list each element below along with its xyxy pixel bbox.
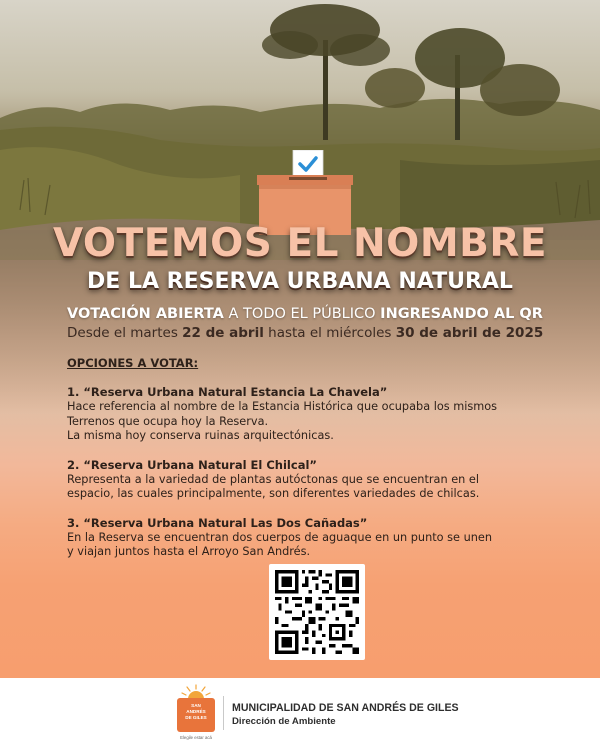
logo-tagline: Elegile estar acá bbox=[180, 735, 212, 740]
option-2-desc-line-2: espacio, las cuales principalmente, son diferentes variedades de chilcas. bbox=[67, 487, 480, 500]
qr-code[interactable] bbox=[269, 564, 365, 660]
vote-open-bold: VOTACIÓN ABIERTA bbox=[67, 306, 224, 322]
footer bbox=[0, 678, 600, 750]
date-middle: hasta el miércoles bbox=[263, 325, 396, 341]
logo-text-2: ANDRÉS bbox=[186, 709, 206, 714]
option-2 bbox=[67, 458, 557, 502]
option-1-desc-line-1: Hace referencia al nombre de la Estancia Histórica que ocupaba los mismos bbox=[67, 400, 498, 413]
organization-name: MUNICIPALIDAD DE SAN ANDRÉS DE GILES bbox=[232, 702, 459, 714]
qr-code-icon bbox=[275, 570, 359, 654]
vote-dates-line bbox=[67, 324, 567, 342]
option-1 bbox=[67, 385, 557, 444]
headline-title: VOTEMOS EL NOMBRE bbox=[52, 221, 548, 266]
option-2-title: 2. “Reserva Urbana Natural El Chilcal” bbox=[67, 457, 317, 472]
option-1-desc-line-2: Terrenos que ocupa hoy la Reserva. bbox=[67, 414, 269, 428]
date-start: 22 de abril bbox=[182, 325, 264, 341]
option-2-desc-line-1: Representa a la variedad de plantas autóctonas que se encuentran en el bbox=[67, 472, 480, 486]
logo-text-1: SAN bbox=[191, 703, 201, 708]
option-3-desc-line-2: y viajan juntos hasta el Arroyo San Andrés. bbox=[67, 545, 311, 558]
date-end: 30 de abril de 2025 bbox=[395, 325, 544, 341]
municipality-logo bbox=[177, 684, 215, 742]
logo-text-3: DE GILES bbox=[185, 715, 207, 720]
vote-open-end: INGRESANDO AL QR bbox=[380, 306, 543, 322]
option-1-title: 1. “Reserva Urbana Natural Estancia La Chavela” bbox=[67, 385, 388, 399]
options-title: OPCIONES A VOTAR: bbox=[67, 356, 199, 370]
headline-subtitle: DE LA RESERVA URBANA NATURAL bbox=[87, 269, 513, 294]
option-3-title: 3. “Reserva Urbana Natural Las Dos Cañadas” bbox=[67, 515, 368, 530]
voting-info bbox=[67, 305, 567, 342]
footer-divider bbox=[223, 696, 224, 730]
option-3 bbox=[67, 516, 557, 560]
organization-department: Dirección de Ambiente bbox=[232, 716, 336, 727]
headline bbox=[0, 222, 600, 296]
sun-icon bbox=[181, 684, 211, 699]
vote-open-line bbox=[67, 305, 567, 324]
vote-open-mid: A TODO EL PÚBLICO bbox=[223, 306, 381, 322]
option-1-desc-line-3: La misma hoy conserva ruinas arquitectónicas. bbox=[67, 429, 334, 442]
date-prefix: Desde el martes bbox=[67, 325, 183, 341]
voting-options bbox=[67, 355, 557, 560]
option-3-desc-line-1: En la Reserva se encuentran dos cuerpos de aguaque en un punto se unen bbox=[67, 530, 493, 544]
